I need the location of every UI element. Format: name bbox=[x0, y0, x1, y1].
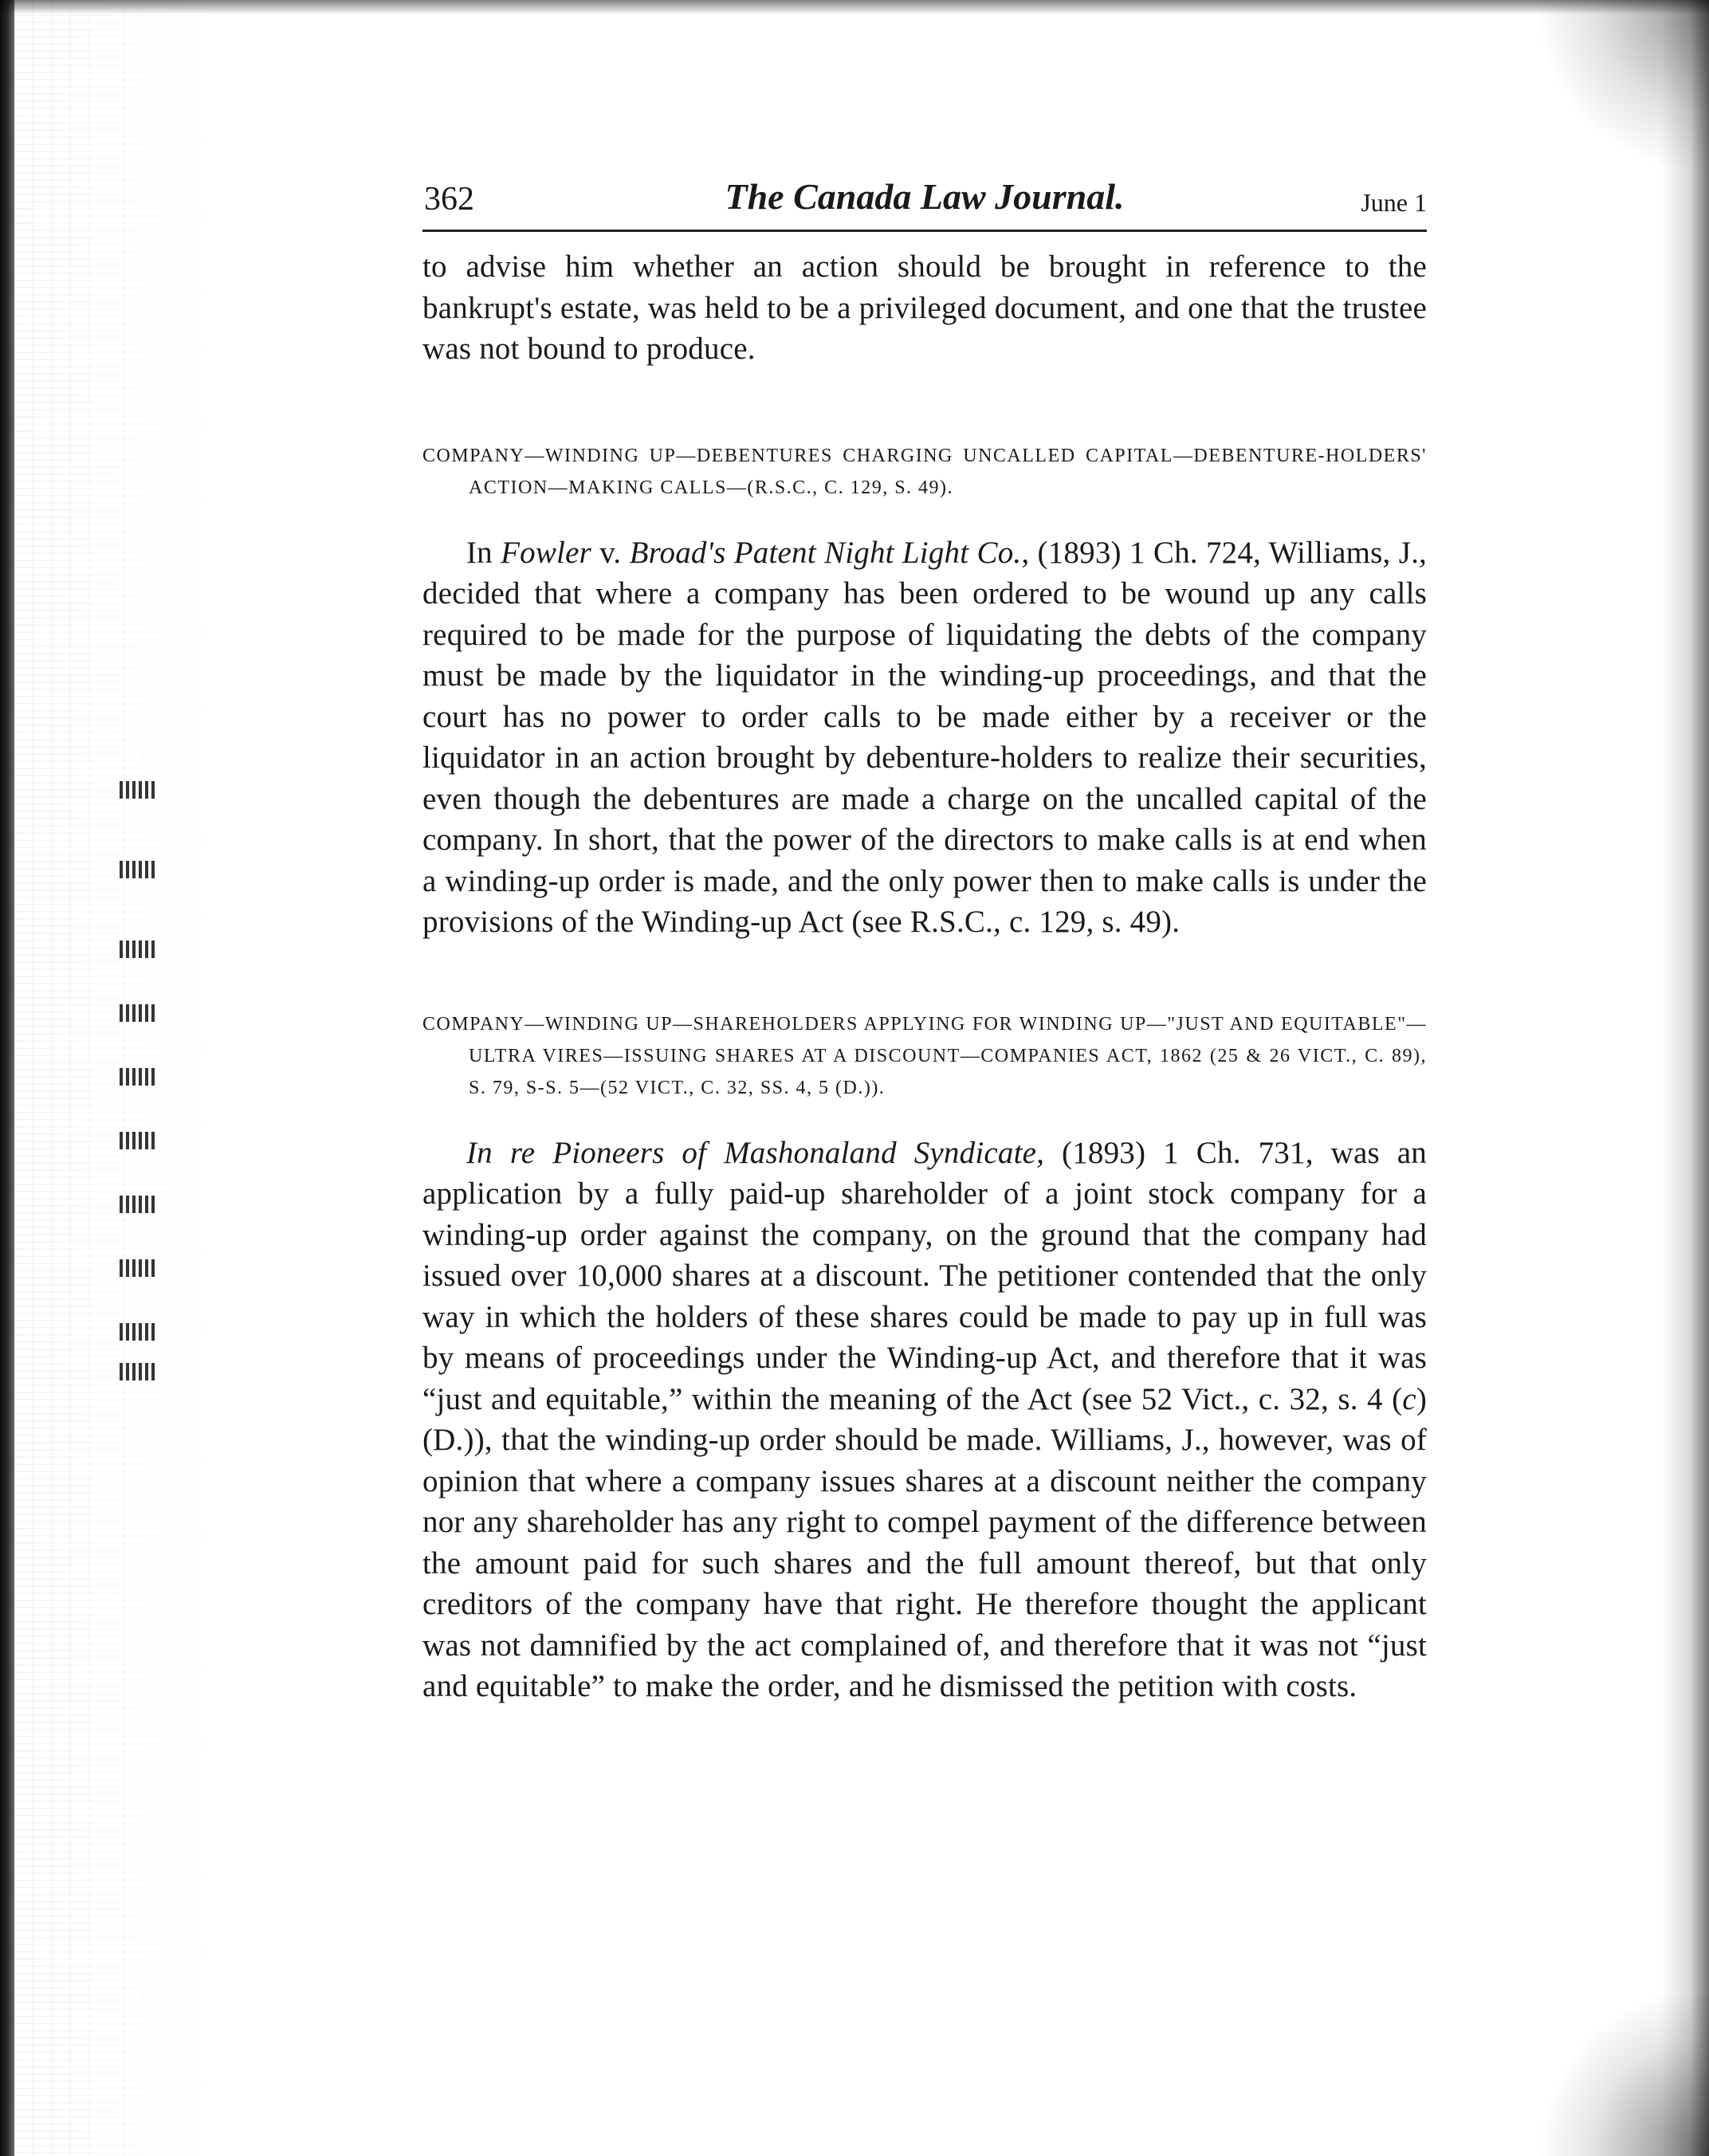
running-head bbox=[422, 175, 1427, 232]
section-2-text-1: (1893) 1 Ch. 731, was an application by a fully paid-up shareholder of a joint stock company for a winding-up order against the company, on the ground that the company had issued over 10,000 shares at a discount. The petitioner contended that the only way in which the holders of these shares could be made to pay up in full was by means of proceedings under the Winding-up Act, and therefore that it was “just and equitable,” within the meaning of the Act (see 52 Vict., c. 32, s. 4 ( bbox=[422, 1135, 1427, 1416]
right-scan-edge bbox=[1661, 0, 1709, 2156]
case-name-fowler: Fowler bbox=[501, 535, 591, 570]
journal-page bbox=[422, 175, 1427, 1707]
case-separator: v. bbox=[591, 535, 630, 570]
continued-paragraph: to advise him whether an action should be brought in reference to the bankrupt's estate, was held to be a privileged document, and one that the trustee was not bound to produce. bbox=[422, 249, 1427, 366]
gutter-bleed-marks bbox=[120, 781, 183, 1403]
section-2-text-2: ) (D.)), that the winding-up order should be made. Williams, J., however, was of opinion that where a company issues shares at a discount neither the company nor any shareholder has any right to compel payment of the difference between the amount paid for such shares and the full amount thereof, but that only creditors of the company have that right. He therefore thought the applicant was not damnified by the act complained of, and therefore that it was not “just and equitable” to make the order, and he dismissed the petition with costs. bbox=[422, 1381, 1427, 1703]
page-number: 362 bbox=[424, 181, 474, 218]
gutter-fade bbox=[14, 0, 222, 2156]
top-scan-edge bbox=[0, 0, 1709, 14]
case-name-broads-patent: Broad's Patent Night Light Co. bbox=[629, 535, 1022, 570]
section-1-body bbox=[422, 532, 1427, 943]
section-1-text: , (1893) 1 Ch. 724, Williams, J., decided that where a company has been ordered to be wound up any calls required to be made for the purpose of liquidating the debts of the company must be made by the liquidator in the winding-up proceedings, and that the court has no power to order calls to be made either by a receiver or the liquidator in an action brought by debenture-holders to realize their securities, even though the debentures are made a charge on the uncalled capital of the company. In short, that the power of the directors to make calls is at end when a winding-up order is made, and the only power then to make calls is under the provisions of the Winding-up Act (see R.S.C., c. 129, s. 49). bbox=[422, 535, 1427, 939]
binding-shadow bbox=[0, 0, 14, 2156]
corner-smudge-bottom-right bbox=[1534, 1997, 1709, 2156]
body-prefix: In bbox=[466, 535, 501, 570]
case-name-pioneers: In re Pioneers of Mashonaland Syndicate, bbox=[466, 1135, 1045, 1170]
section-heading-1: COMPANY—WINDING UP—DEBENTURES CHARGING UNCALLED CAPITAL—DEBENTURE-HOLDERS' ACTION—MAKING CALLS—(R.S.C., C. 129, S. 49). bbox=[422, 445, 1427, 498]
section-heading-2: COMPANY—WINDING UP—SHAREHOLDERS APPLYING FOR WINDING UP—"JUST AND EQUITABLE"—ULTRA VIRES—ISSUING SHARES AT A DISCOUNT—COMPANIES ACT, 1862 (25 & 26 VICT., C. 89), S. 79, S-S. 5—(52 VICT., C. 32, SS. 4, 5 (D.)). bbox=[422, 1013, 1427, 1098]
journal-title: The Canada Law Journal. bbox=[725, 176, 1125, 217]
corner-smudge-top-right bbox=[1534, 0, 1709, 175]
issue-date: June 1 bbox=[1361, 188, 1427, 217]
section-2-body bbox=[422, 1133, 1427, 1707]
clause-letter: c bbox=[1402, 1381, 1416, 1416]
